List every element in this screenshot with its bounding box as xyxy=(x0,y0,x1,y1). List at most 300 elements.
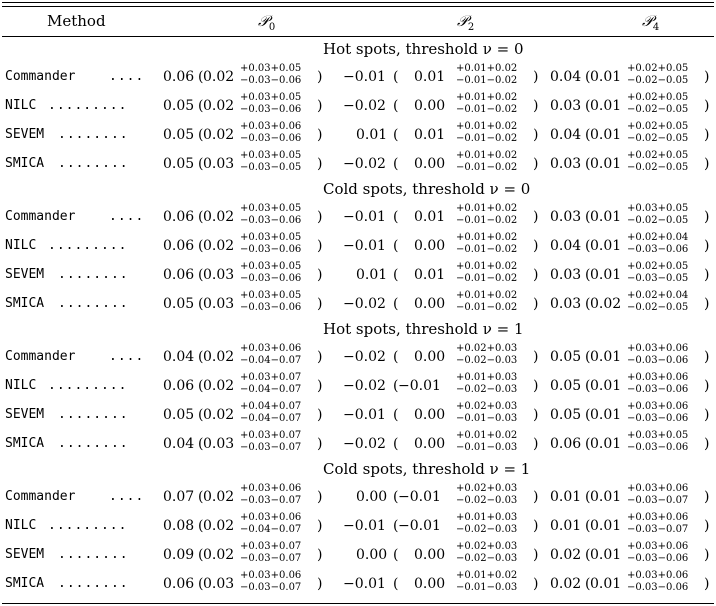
p2-open-paren: ( xyxy=(393,69,399,85)
p4-close-paren: ) xyxy=(704,69,710,85)
p4-upper: +0.02+0.05 xyxy=(627,63,689,74)
p2-value: 0.00 xyxy=(356,489,388,505)
p2-close-paren: ) xyxy=(533,156,539,172)
p4-lower: −0.03−0.07 xyxy=(627,524,689,535)
p0-close-paren: ) xyxy=(317,98,323,114)
p2-value: −0.02 xyxy=(343,436,386,452)
p2-value: −0.01 xyxy=(343,69,386,85)
p0-close-paren: ) xyxy=(317,378,323,394)
p4-lower: −0.03−0.06 xyxy=(627,355,689,366)
p4-lower: −0.03−0.06 xyxy=(627,384,689,395)
method-name: Commander xyxy=(5,349,76,364)
p2-lower: −0.01−0.02 xyxy=(456,244,518,255)
section-title-text: Hot spots, threshold ν = 0 xyxy=(323,40,524,58)
section-title-text: Cold spots, threshold ν = 0 xyxy=(323,180,531,198)
p2-upper: +0.01+0.03 xyxy=(456,512,518,523)
method-dots: ........ xyxy=(58,547,129,562)
p2-upper: +0.01+0.02 xyxy=(456,63,518,74)
p4-value: 0.04 xyxy=(550,127,582,143)
method-name: SEVEM xyxy=(5,547,45,562)
p2-upper: +0.02+0.03 xyxy=(456,483,518,494)
method-dots: .... xyxy=(109,209,145,224)
p4-upper: +0.03+0.06 xyxy=(627,401,689,412)
method-dots: .... xyxy=(109,489,145,504)
p0-inner: 0.03 xyxy=(203,436,235,452)
p0-close-paren: ) xyxy=(317,267,323,283)
method-dots: ........ xyxy=(58,156,129,171)
p0-value: 0.05 xyxy=(163,296,195,312)
p0-inner: 0.02 xyxy=(203,407,235,423)
p0-upper: +0.03+0.05 xyxy=(240,150,302,161)
p4-upper: +0.03+0.06 xyxy=(627,541,689,552)
table-row xyxy=(0,261,716,289)
table-row xyxy=(0,570,716,598)
p2-upper: +0.01+0.02 xyxy=(456,92,518,103)
p4-lower: −0.03−0.07 xyxy=(627,495,689,506)
p0-lower: −0.03−0.05 xyxy=(240,162,302,173)
method-dots: ........ xyxy=(58,576,129,591)
p0-value: 0.06 xyxy=(163,209,195,225)
p2-lower: −0.01−0.02 xyxy=(456,104,518,115)
p2-open-paren: ( xyxy=(393,296,399,312)
p2-upper: +0.01+0.02 xyxy=(456,203,518,214)
p0-value: 0.06 xyxy=(163,576,195,592)
p2-open-paren: ( xyxy=(393,436,399,452)
p4-lower: −0.03−0.06 xyxy=(627,244,689,255)
p4-lower: −0.02−0.05 xyxy=(627,302,689,313)
table-row xyxy=(0,430,716,458)
p2-open-paren: ( xyxy=(393,407,399,423)
p4-value: 0.01 xyxy=(550,518,582,534)
p0-upper: +0.03+0.05 xyxy=(240,92,302,103)
method-dots: ......... xyxy=(48,378,128,393)
p2-inner: −0.01 xyxy=(398,489,441,505)
p4-lower: −0.02−0.05 xyxy=(627,215,689,226)
p4-open-paren: ( xyxy=(585,238,591,254)
p2-open-paren: ( xyxy=(393,209,399,225)
p4-value: 0.04 xyxy=(550,69,582,85)
p2-close-paren: ) xyxy=(533,127,539,143)
p4-lower: −0.03−0.05 xyxy=(627,273,689,284)
p2-upper: +0.01+0.02 xyxy=(456,150,518,161)
p0-inner: 0.03 xyxy=(203,156,235,172)
p0-inner: 0.02 xyxy=(203,209,235,225)
p0-lower: −0.03−0.06 xyxy=(240,215,302,226)
p4-upper: +0.03+0.06 xyxy=(627,570,689,581)
p0-open-paren: ( xyxy=(198,267,204,283)
p4-open-paren: ( xyxy=(585,576,591,592)
p0-value: 0.06 xyxy=(163,238,195,254)
p2-value: 0.01 xyxy=(356,267,388,283)
p0-open-paren: ( xyxy=(198,518,204,534)
p4-upper: +0.03+0.06 xyxy=(627,512,689,523)
p2-upper: +0.01+0.02 xyxy=(456,261,518,272)
p2-close-paren: ) xyxy=(533,547,539,563)
p4-inner: 0.01 xyxy=(590,98,622,114)
p0-open-paren: ( xyxy=(198,69,204,85)
p0-inner: 0.02 xyxy=(203,378,235,394)
p4-open-paren: ( xyxy=(585,489,591,505)
p4-open-paren: ( xyxy=(585,267,591,283)
table-row xyxy=(0,203,716,231)
p0-open-paren: ( xyxy=(198,547,204,563)
header-p2-symbol: 𝒫 xyxy=(457,12,468,30)
p0-close-paren: ) xyxy=(317,436,323,452)
p0-inner: 0.03 xyxy=(203,267,235,283)
p2-value: −0.02 xyxy=(343,349,386,365)
p4-value: 0.02 xyxy=(550,547,582,563)
p0-open-paren: ( xyxy=(198,127,204,143)
p2-value: −0.01 xyxy=(343,576,386,592)
p4-upper: +0.03+0.06 xyxy=(627,372,689,383)
p2-lower: −0.02−0.03 xyxy=(456,355,518,366)
p4-close-paren: ) xyxy=(704,127,710,143)
p2-lower: −0.02−0.03 xyxy=(456,384,518,395)
p2-upper: +0.01+0.02 xyxy=(456,430,518,441)
p0-close-paren: ) xyxy=(317,69,323,85)
p0-upper: +0.03+0.05 xyxy=(240,232,302,243)
p0-upper: +0.03+0.07 xyxy=(240,541,302,552)
p4-upper: +0.02+0.05 xyxy=(627,261,689,272)
p2-inner: 0.00 xyxy=(414,98,446,114)
p2-close-paren: ) xyxy=(533,576,539,592)
p0-open-paren: ( xyxy=(198,296,204,312)
p0-open-paren: ( xyxy=(198,156,204,172)
header-p4-symbol: 𝒫 xyxy=(642,12,653,30)
p0-inner: 0.02 xyxy=(203,69,235,85)
p4-lower: −0.02−0.05 xyxy=(627,133,689,144)
p0-close-paren: ) xyxy=(317,238,323,254)
p4-upper: +0.03+0.06 xyxy=(627,483,689,494)
p0-upper: +0.03+0.06 xyxy=(240,121,302,132)
table-row xyxy=(0,401,716,429)
p2-close-paren: ) xyxy=(533,296,539,312)
p4-close-paren: ) xyxy=(704,209,710,225)
p4-inner: 0.01 xyxy=(590,576,622,592)
p0-lower: −0.04−0.07 xyxy=(240,355,302,366)
p4-inner: 0.01 xyxy=(590,127,622,143)
p2-inner: 0.01 xyxy=(414,209,446,225)
header-p0-symbol: 𝒫 xyxy=(258,12,269,30)
p0-upper: +0.03+0.06 xyxy=(240,512,302,523)
p2-inner: −0.01 xyxy=(398,518,441,534)
p4-value: 0.05 xyxy=(550,378,582,394)
p4-open-paren: ( xyxy=(585,436,591,452)
p2-value: −0.01 xyxy=(343,238,386,254)
p0-inner: 0.02 xyxy=(203,127,235,143)
p4-inner: 0.01 xyxy=(590,436,622,452)
p2-value: −0.02 xyxy=(343,378,386,394)
method-dots: .... xyxy=(109,349,145,364)
p4-open-paren: ( xyxy=(585,407,591,423)
method-dots: ........ xyxy=(58,127,129,142)
p4-inner: 0.02 xyxy=(590,296,622,312)
header-rule xyxy=(2,36,714,37)
p4-open-paren: ( xyxy=(585,98,591,114)
p2-upper: +0.02+0.03 xyxy=(456,343,518,354)
method-name: SEVEM xyxy=(5,127,45,142)
p2-upper: +0.02+0.03 xyxy=(456,541,518,552)
p2-value: −0.01 xyxy=(343,407,386,423)
p0-open-paren: ( xyxy=(198,407,204,423)
p0-upper: +0.04+0.07 xyxy=(240,401,302,412)
p2-open-paren: ( xyxy=(393,127,399,143)
p0-open-paren: ( xyxy=(198,436,204,452)
p2-open-paren: ( xyxy=(393,98,399,114)
p2-inner: 0.01 xyxy=(414,267,446,283)
p2-value: −0.02 xyxy=(343,296,386,312)
p2-upper: +0.01+0.03 xyxy=(456,372,518,383)
p0-close-paren: ) xyxy=(317,127,323,143)
p4-value: 0.05 xyxy=(550,407,582,423)
header-method xyxy=(47,11,106,31)
p4-upper: +0.02+0.05 xyxy=(627,121,689,132)
p0-upper: +0.03+0.05 xyxy=(240,290,302,301)
p0-inner: 0.02 xyxy=(203,489,235,505)
table-row xyxy=(0,232,716,260)
table-row xyxy=(0,63,716,91)
p2-lower: −0.01−0.02 xyxy=(456,75,518,86)
p4-inner: 0.01 xyxy=(590,349,622,365)
p4-value: 0.03 xyxy=(550,156,582,172)
p0-value: 0.06 xyxy=(163,69,195,85)
p2-open-paren: ( xyxy=(393,156,399,172)
p4-lower: −0.03−0.06 xyxy=(627,442,689,453)
p2-inner: 0.00 xyxy=(414,547,446,563)
p4-inner: 0.01 xyxy=(590,238,622,254)
method-dots: .... xyxy=(109,69,145,84)
p0-open-paren: ( xyxy=(198,238,204,254)
p4-open-paren: ( xyxy=(585,378,591,394)
p0-upper: +0.03+0.07 xyxy=(240,372,302,383)
p4-lower: −0.02−0.05 xyxy=(627,162,689,173)
p2-value: 0.01 xyxy=(356,127,388,143)
p0-inner: 0.03 xyxy=(203,576,235,592)
p0-inner: 0.02 xyxy=(203,349,235,365)
p0-lower: −0.04−0.07 xyxy=(240,413,302,424)
method-name: SMICA xyxy=(5,576,45,591)
p2-close-paren: ) xyxy=(533,407,539,423)
p0-open-paren: ( xyxy=(198,576,204,592)
p2-inner: −0.01 xyxy=(398,378,441,394)
p0-open-paren: ( xyxy=(198,209,204,225)
p4-open-paren: ( xyxy=(585,547,591,563)
p4-inner: 0.01 xyxy=(590,209,622,225)
p0-lower: −0.03−0.06 xyxy=(240,244,302,255)
p0-inner: 0.02 xyxy=(203,518,235,534)
p4-lower: −0.03−0.06 xyxy=(627,413,689,424)
p2-open-paren: ( xyxy=(393,378,399,394)
method-name: SEVEM xyxy=(5,407,45,422)
p0-close-paren: ) xyxy=(317,156,323,172)
p2-lower: −0.02−0.03 xyxy=(456,495,518,506)
p4-value: 0.01 xyxy=(550,489,582,505)
p2-inner: 0.01 xyxy=(414,127,446,143)
p4-upper: +0.02+0.05 xyxy=(627,150,689,161)
p4-close-paren: ) xyxy=(704,436,710,452)
header-p4 xyxy=(642,11,659,38)
p2-inner: 0.00 xyxy=(414,156,446,172)
p4-inner: 0.01 xyxy=(590,267,622,283)
p4-value: 0.03 xyxy=(550,98,582,114)
p2-close-paren: ) xyxy=(533,238,539,254)
p4-inner: 0.01 xyxy=(590,547,622,563)
p0-upper: +0.03+0.05 xyxy=(240,261,302,272)
method-dots: ......... xyxy=(48,238,128,253)
p0-lower: −0.04−0.07 xyxy=(240,384,302,395)
p2-lower: −0.02−0.03 xyxy=(456,553,518,564)
p4-lower: −0.03−0.06 xyxy=(627,582,689,593)
p4-inner: 0.01 xyxy=(590,378,622,394)
p0-lower: −0.03−0.07 xyxy=(240,582,302,593)
p2-value: −0.02 xyxy=(343,156,386,172)
p4-close-paren: ) xyxy=(704,267,710,283)
p0-lower: −0.03−0.07 xyxy=(240,442,302,453)
p0-upper: +0.03+0.06 xyxy=(240,343,302,354)
p0-lower: −0.03−0.07 xyxy=(240,495,302,506)
p0-value: 0.04 xyxy=(163,349,195,365)
p4-upper: +0.02+0.04 xyxy=(627,290,689,301)
p0-value: 0.06 xyxy=(163,267,195,283)
p4-close-paren: ) xyxy=(704,547,710,563)
p2-close-paren: ) xyxy=(533,209,539,225)
p2-upper: +0.02+0.03 xyxy=(456,401,518,412)
p0-open-paren: ( xyxy=(198,349,204,365)
p4-close-paren: ) xyxy=(704,349,710,365)
p2-close-paren: ) xyxy=(533,378,539,394)
p0-value: 0.06 xyxy=(163,378,195,394)
p0-value: 0.07 xyxy=(163,489,195,505)
p4-lower: −0.02−0.05 xyxy=(627,75,689,86)
table-row xyxy=(0,372,716,400)
method-name: Commander xyxy=(5,489,76,504)
p4-inner: 0.01 xyxy=(590,518,622,534)
method-name: SMICA xyxy=(5,436,45,451)
p4-value: 0.02 xyxy=(550,576,582,592)
top-rule-1 xyxy=(2,2,714,3)
p0-upper: +0.03+0.06 xyxy=(240,570,302,581)
method-name: SEVEM xyxy=(5,267,45,282)
top-rule-2 xyxy=(2,6,714,7)
p4-upper: +0.03+0.06 xyxy=(627,343,689,354)
p0-upper: +0.03+0.07 xyxy=(240,430,302,441)
p4-lower: −0.03−0.06 xyxy=(627,553,689,564)
table-row xyxy=(0,290,716,318)
p2-inner: 0.00 xyxy=(414,349,446,365)
p0-value: 0.05 xyxy=(163,407,195,423)
method-name: NILC xyxy=(5,98,37,113)
header-p2 xyxy=(457,11,474,38)
p0-inner: 0.02 xyxy=(203,98,235,114)
p0-value: 0.05 xyxy=(163,98,195,114)
p2-lower: −0.02−0.03 xyxy=(456,524,518,535)
p2-close-paren: ) xyxy=(533,489,539,505)
p4-open-paren: ( xyxy=(585,69,591,85)
p2-value: −0.01 xyxy=(343,518,386,534)
p0-open-paren: ( xyxy=(198,378,204,394)
p4-close-paren: ) xyxy=(704,296,710,312)
p2-close-paren: ) xyxy=(533,518,539,534)
p4-value: 0.03 xyxy=(550,296,582,312)
p0-value: 0.05 xyxy=(163,127,195,143)
p2-open-paren: ( xyxy=(393,238,399,254)
p2-inner: 0.00 xyxy=(414,576,446,592)
method-dots: ......... xyxy=(48,98,128,113)
method-dots: ......... xyxy=(48,518,128,533)
p2-close-paren: ) xyxy=(533,267,539,283)
p4-open-paren: ( xyxy=(585,349,591,365)
p0-open-paren: ( xyxy=(198,489,204,505)
p2-lower: −0.01−0.02 xyxy=(456,133,518,144)
method-name: Commander xyxy=(5,69,76,84)
p4-close-paren: ) xyxy=(704,518,710,534)
p0-lower: −0.03−0.06 xyxy=(240,104,302,115)
p4-lower: −0.02−0.05 xyxy=(627,104,689,115)
header-p0-sub: 0 xyxy=(268,22,276,33)
p4-close-paren: ) xyxy=(704,378,710,394)
p4-inner: 0.01 xyxy=(590,489,622,505)
p0-lower: −0.03−0.06 xyxy=(240,273,302,284)
p2-open-paren: ( xyxy=(393,547,399,563)
method-dots: ........ xyxy=(58,296,129,311)
p2-value: −0.02 xyxy=(343,98,386,114)
p4-close-paren: ) xyxy=(704,156,710,172)
p2-close-paren: ) xyxy=(533,98,539,114)
header-p2-sub: 2 xyxy=(467,22,475,33)
method-dots: ........ xyxy=(58,407,129,422)
method-name: Commander xyxy=(5,209,76,224)
p0-inner: 0.02 xyxy=(203,547,235,563)
p4-open-paren: ( xyxy=(585,209,591,225)
p2-inner: 0.00 xyxy=(414,238,446,254)
p0-close-paren: ) xyxy=(317,518,323,534)
p2-lower: −0.01−0.02 xyxy=(456,302,518,313)
p4-open-paren: ( xyxy=(585,518,591,534)
p4-inner: 0.01 xyxy=(590,69,622,85)
p0-close-paren: ) xyxy=(317,296,323,312)
p0-value: 0.09 xyxy=(163,547,195,563)
p0-lower: −0.03−0.07 xyxy=(240,553,302,564)
p2-upper: +0.01+0.02 xyxy=(456,121,518,132)
p2-inner: 0.00 xyxy=(414,436,446,452)
p2-open-paren: ( xyxy=(393,576,399,592)
p4-close-paren: ) xyxy=(704,576,710,592)
p0-lower: −0.03−0.06 xyxy=(240,302,302,313)
p2-close-paren: ) xyxy=(533,436,539,452)
section-title-text: Cold spots, threshold ν = 1 xyxy=(323,460,531,478)
p4-open-paren: ( xyxy=(585,296,591,312)
p0-lower: −0.03−0.06 xyxy=(240,75,302,86)
method-name: SMICA xyxy=(5,156,45,171)
p2-open-paren: ( xyxy=(393,518,399,534)
p0-upper: +0.03+0.05 xyxy=(240,203,302,214)
method-name: NILC xyxy=(5,518,37,533)
p4-inner: 0.01 xyxy=(590,156,622,172)
p0-close-paren: ) xyxy=(317,576,323,592)
p0-lower: −0.03−0.06 xyxy=(240,133,302,144)
p4-value: 0.04 xyxy=(550,238,582,254)
p2-upper: +0.01+0.02 xyxy=(456,570,518,581)
p2-open-paren: ( xyxy=(393,489,399,505)
p2-inner: 0.00 xyxy=(414,407,446,423)
p0-close-paren: ) xyxy=(317,547,323,563)
p4-close-paren: ) xyxy=(704,489,710,505)
p0-value: 0.04 xyxy=(163,436,195,452)
p2-inner: 0.01 xyxy=(414,69,446,85)
table-row xyxy=(0,92,716,120)
header-method-label: Method xyxy=(47,12,106,30)
bottom-rule xyxy=(2,603,714,604)
